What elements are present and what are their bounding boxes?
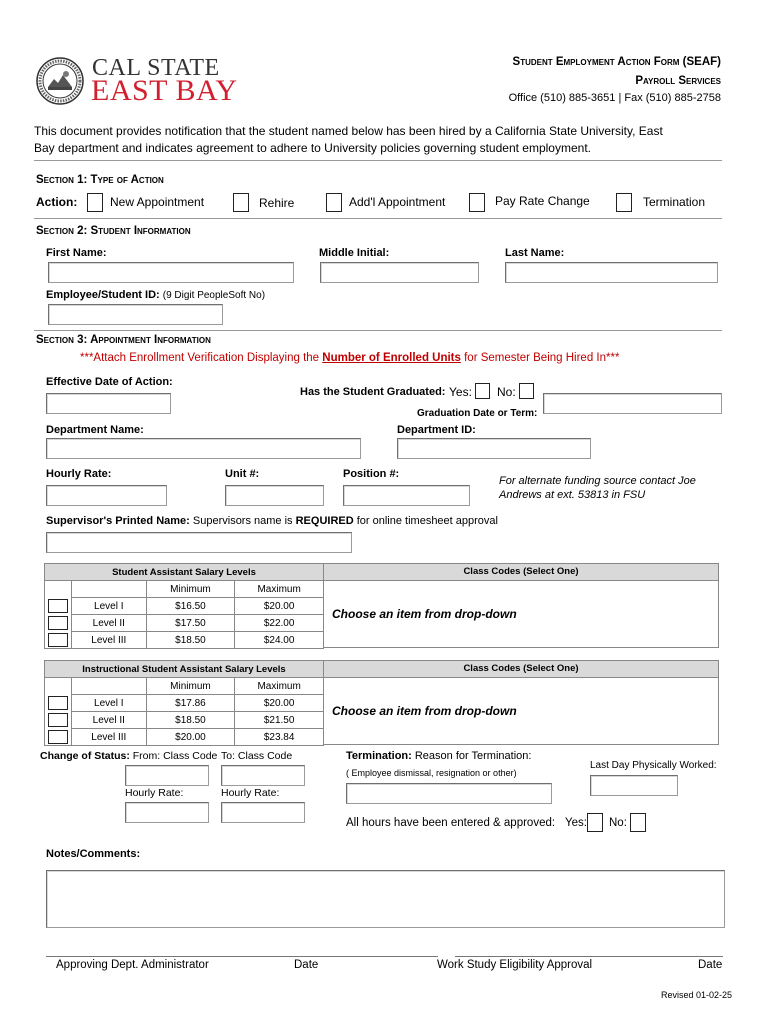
intro-divider [34,160,722,161]
section1-divider [34,218,722,219]
max-cell: $23.84 [235,729,324,746]
min-cell: $18.50 [146,632,235,649]
middle-initial-label: Middle Initial: [319,247,390,259]
graduated-label: Has the Student Graduated: [300,386,446,398]
date-label-2: Date [698,959,723,971]
class-code-dropdown-1[interactable]: Choose an item from drop-down [332,607,517,621]
graduated-no-label: No: [497,385,516,399]
form-title: Student Employment Action Form (SEAF) [512,56,721,68]
dept-name-label: Department Name: [46,424,144,436]
table1-min-header: Minimum [146,581,235,598]
option-rehire: Rehire [259,196,295,210]
hourly-rate-label: Hourly Rate: [46,468,112,480]
position-label: Position #: [343,468,400,480]
level-cell: Level III [71,729,146,746]
supervisor-line [46,515,498,528]
level-cell: Level I [71,695,146,712]
max-cell: $20.00 [235,598,324,615]
section1-title: Section 1: Type of Action [36,174,164,186]
grad-date-input[interactable] [543,393,722,414]
section2-title: Section 2: Student Information [36,225,191,237]
max-cell: $20.00 [235,695,324,712]
termination-hint: ( Employee dismissal, resignation or other) [346,768,517,778]
dept-name-input[interactable] [46,438,361,459]
table1-max-header: Maximum [235,581,324,598]
action-label: Action: [36,195,78,209]
enrollment-notice-post: for Semester Being Hired In*** [460,352,620,364]
table-row [45,729,324,746]
checkbox-hours-no[interactable] [630,813,646,832]
termination-label: Termination: [346,750,412,762]
notes-label: Notes/Comments: [46,848,141,860]
supervisor-post: for online timesheet approval [353,515,498,527]
class-codes-header-2: Class Codes (Select One) [324,661,718,678]
graduated-yes-label: Yes: [449,385,472,399]
min-cell: $16.50 [146,598,235,615]
table1-title: Student Assistant Salary Levels [45,564,324,581]
hours-entered-label: All hours have been entered & approved: [346,817,556,829]
section3-title: Section 3: Appointment Information [36,334,211,346]
last-day-label: Last Day Physically Worked: [590,760,717,771]
table2-title: Instructional Student Assistant Salary Levels [45,661,324,678]
checkbox-pay-rate-change[interactable] [469,193,485,212]
hourly-rate-from-label: Hourly Rate: [125,787,184,799]
table2-min-header: Minimum [146,678,235,695]
min-cell: $18.50 [146,712,235,729]
notes-textarea[interactable] [46,870,725,928]
termination-reason-input[interactable] [346,783,552,804]
checkbox-graduated-no[interactable] [519,383,534,399]
checkbox-new-appointment[interactable] [87,193,103,212]
approving-admin-label: Approving Dept. Administrator [56,959,209,971]
first-name-label: First Name: [46,247,107,259]
level-cell: Level III [71,632,146,649]
to-class-code-label: To: Class Code [221,750,293,762]
min-cell: $17.50 [146,615,235,632]
effective-date-label: Effective Date of Action: [46,376,173,388]
employee-id-input[interactable] [48,304,223,325]
section2-divider [34,330,722,331]
logo-east-bay: EAST BAY [91,74,238,107]
table-row [45,598,324,615]
table2-max-header: Maximum [235,678,324,695]
checkbox-sa-level-1[interactable] [48,599,68,613]
checkbox-addl-appointment[interactable] [326,193,342,212]
class-codes-panel-1 [323,563,719,648]
level-cell: Level II [71,712,146,729]
checkbox-isa-level-2[interactable] [48,713,68,727]
contact-info: Office (510) 885-3651 | Fax (510) 885-2758 [508,92,721,104]
supervisor-name-input[interactable] [46,532,352,553]
option-termination: Termination [643,195,706,209]
date-label-1: Date [294,959,319,971]
hourly-rate-to-input[interactable] [221,802,305,823]
university-seal [36,57,84,105]
employee-id-label-text: Employee/Student ID: [46,289,160,301]
option-pay-rate-change: Pay Rate Change [495,194,590,208]
max-cell: $21.50 [235,712,324,729]
effective-date-input[interactable] [46,393,171,414]
table-row [45,632,324,649]
table-row [45,695,324,712]
change-of-status-label: Change of Status: [40,750,130,762]
hours-yes-label: Yes: [565,817,587,829]
dept-id-label: Department ID: [397,424,476,436]
checkbox-rehire[interactable] [233,193,249,212]
logo-cal-state: CAL STATE [92,55,220,81]
work-study-label: Work Study Eligibility Approval [437,959,593,971]
min-cell: $20.00 [146,729,235,746]
max-cell: $24.00 [235,632,324,649]
grad-date-label: Graduation Date or Term: [417,408,538,419]
from-class-code-input[interactable] [125,765,209,786]
checkbox-hours-yes[interactable] [587,813,603,832]
class-codes-panel-2 [323,660,719,745]
enrollment-notice-pre: ***Attach Enrollment Verification Displaying the [80,352,323,364]
student-assistant-salary-table [44,563,324,649]
hours-no-label: No: [609,817,627,829]
max-cell: $22.00 [235,615,324,632]
enrollment-notice-units: Number of Enrolled Units [322,352,461,364]
checkbox-termination[interactable] [616,193,632,212]
employee-id-hint: (9 Digit PeopleSoft No) [162,290,266,301]
position-input[interactable] [343,485,470,506]
checkbox-isa-level-3[interactable] [48,730,68,744]
change-of-status-line [40,750,217,763]
funding-note-1: For alternate funding source contact Joe [499,475,696,487]
intro-text-1: This document provides notification that the student named below has been hired by a California State University, East [34,124,663,138]
enrollment-notice [80,352,619,365]
termination-reason-label: Reason for Termination: [414,750,532,762]
supervisor-pre: Supervisors name is [192,515,296,527]
supervisor-label: Supervisor's Printed Name: [46,515,190,527]
isa-salary-table [44,660,324,746]
payroll-services: Payroll Services [635,75,721,87]
intro-text-2: Bay department and indicates agreement to adhere to University policies governing student employment. [34,141,591,155]
class-codes-header-1: Class Codes (Select One) [324,564,718,581]
middle-initial-input[interactable] [320,262,479,283]
funding-note-2: Andrews at ext. 53813 in FSU [499,489,646,501]
option-new-appointment: New Appointment [110,195,205,209]
table-row [45,712,324,729]
from-class-code-label: From: Class Code [132,750,218,762]
supervisor-required: REQUIRED [295,515,354,527]
first-name-input[interactable] [48,262,294,283]
checkbox-sa-level-3[interactable] [48,633,68,647]
checkbox-sa-level-2[interactable] [48,616,68,630]
checkbox-graduated-yes[interactable] [475,383,490,399]
dept-id-input[interactable] [397,438,591,459]
termination-line [346,750,531,763]
employee-id-label [46,289,265,302]
last-day-input[interactable] [590,775,678,796]
checkbox-isa-level-1[interactable] [48,696,68,710]
option-addl-appointment: Add'l Appointment [349,195,446,209]
hourly-rate-from-input[interactable] [125,802,209,823]
level-cell: Level II [71,615,146,632]
last-name-label: Last Name: [505,247,565,259]
hourly-rate-to-label: Hourly Rate: [221,787,280,799]
level-cell: Level I [71,598,146,615]
signature-line-2 [455,956,723,957]
to-class-code-input[interactable] [221,765,305,786]
unit-input[interactable] [225,485,324,506]
class-code-dropdown-2[interactable]: Choose an item from drop-down [332,704,517,718]
revised-date: Revised 01-02-25 [660,990,732,1000]
last-name-input[interactable] [505,262,718,283]
signature-line-1 [46,956,438,957]
min-cell: $17.86 [146,695,235,712]
unit-label: Unit #: [225,468,260,480]
hourly-rate-input[interactable] [46,485,167,506]
table-row [45,615,324,632]
